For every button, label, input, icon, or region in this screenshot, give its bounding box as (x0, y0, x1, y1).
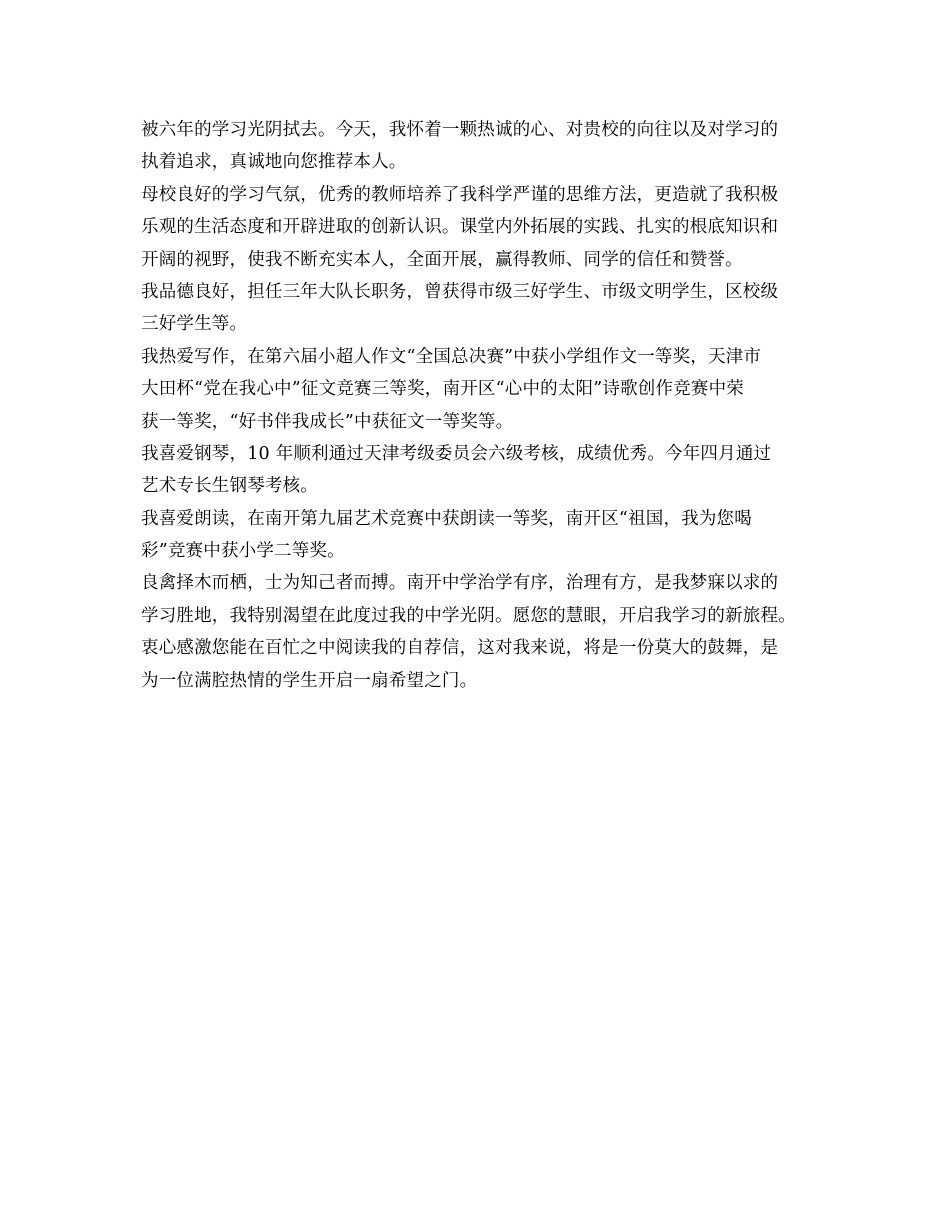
text-line: 母校良好的学习气氛，优秀的教师培养了我科学严谨的思维方法，更造就了我积极 (141, 184, 779, 205)
text-line: 彩”竞赛中获小学二等奖。 (141, 541, 345, 562)
text-line: 乐观的生活态度和开辟进取的创新认识。课堂内外拓展的实践、扎实的根底知识和 (141, 217, 779, 238)
text-line: 我品德良好，担任三年大队长职务，曾获得市级三好学生、市级文明学生，区校级 (141, 281, 779, 302)
text-line: 为一位满腔热情的学生开启一扇希望之门。 (141, 670, 478, 691)
text-line: 良禽择木而栖，士为知己者而搏。南开中学治学有序，治理有方，是我梦寐以求的 (141, 573, 779, 594)
text-line: 衷心感激您能在百忙之中阅读我的自荐信，这对我来说，将是一份莫大的鼓舞，是 (141, 638, 779, 659)
text-line: 开阔的视野，使我不断充实本人，全面开展，赢得教师、同学的信任和赞誉。 (141, 249, 743, 270)
text-line: 我喜爱钢琴，10 年顺利通过天津考级委员会六级考核，成绩优秀。今年四月通过 (141, 443, 772, 464)
text-line: 艺术专长生钢琴考核。 (141, 476, 318, 497)
text-line: 学习胜地，我特别渴望在此度过我的中学光阴。愿您的慧眼，开启我学习的新旅程。 (141, 605, 796, 626)
text-line: 被六年的学习光阴拭去。今天，我怀着一颗热诚的心、对贵校的向往以及对学习的 (141, 120, 779, 140)
letter-body (141, 114, 821, 697)
text-line: 我热爱写作，在第六届小超人作文“全国总决赛”中获小学组作文一等奖，天津市 (141, 346, 762, 367)
text-line: 获一等奖，“好书伴我成长”中获征文一等奖等。 (141, 411, 514, 432)
text-line: 我喜爱朗读，在南开第九届艺术竞赛中获朗读一等奖，南开区“祖国，我为您喝 (141, 508, 752, 529)
text-line: 大田杯“党在我心中”征文竞赛三等奖，南开区“心中的太阳”诗歌创作竞赛中荣 (141, 379, 744, 400)
text-line: 执着追求，真诚地向您推荐本人。 (141, 152, 407, 173)
text-line: 三好学生等。 (141, 314, 248, 335)
